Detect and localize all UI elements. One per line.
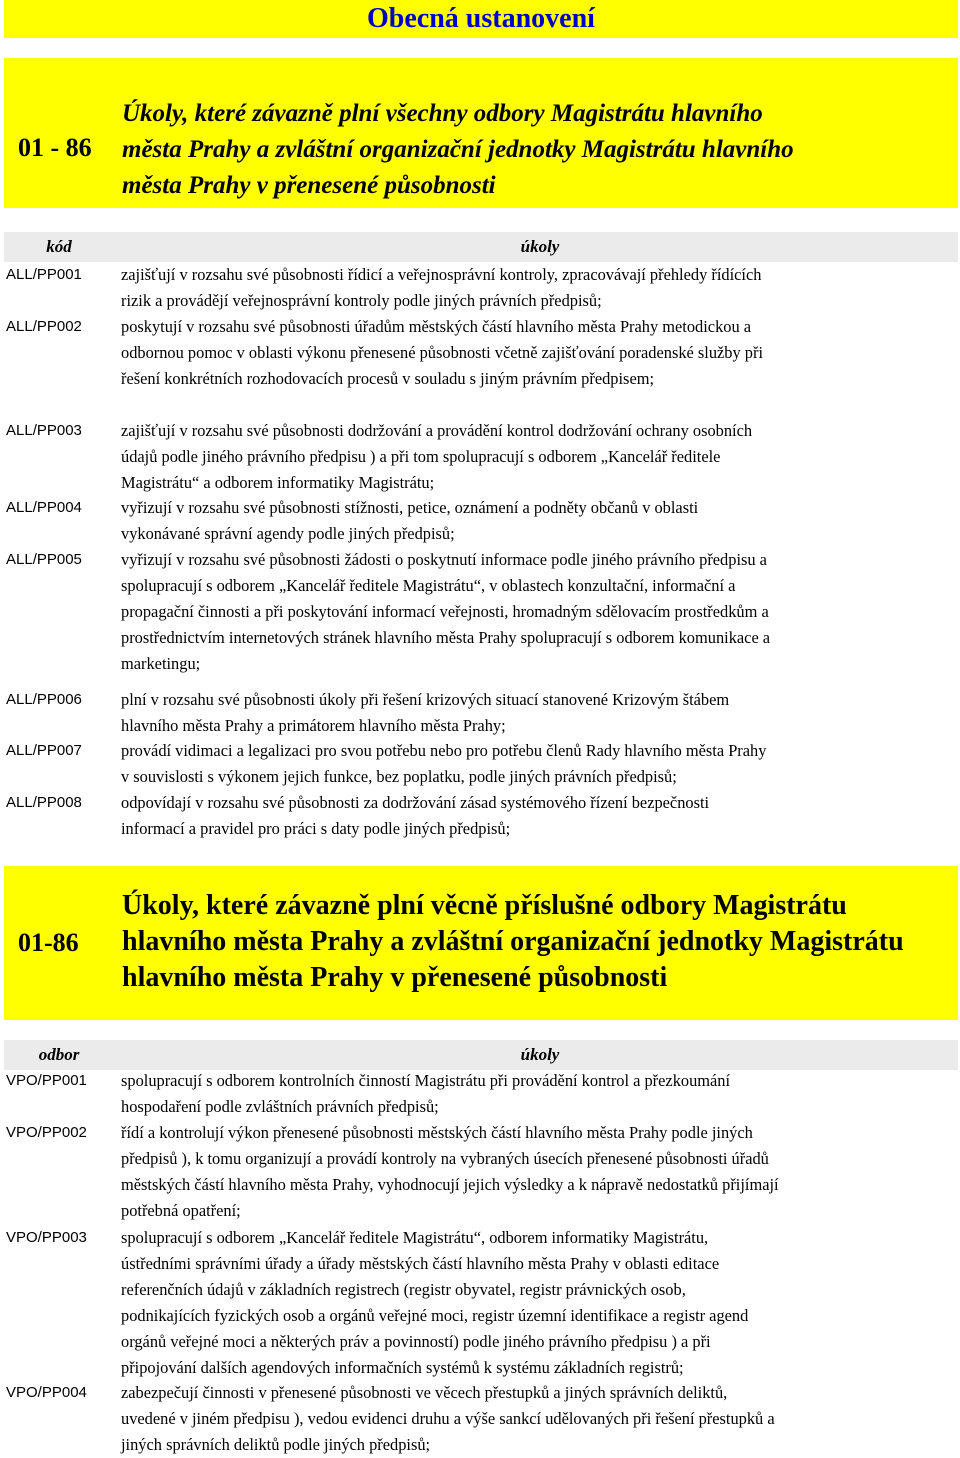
row-text-line: poskytují v rozsahu své působnosti úřadům městských částí hlavního města Prahy metodickou a <box>121 317 752 336</box>
column-header-department: odbor <box>38 1045 80 1064</box>
row-text <box>121 1120 957 1224</box>
section1-heading-line: Úkoly, které závazně plní všechny odbory Magistrátu hlavního <box>122 100 763 127</box>
section1-code: 01 - 86 <box>18 133 92 162</box>
row-text-line: odbornou pomoc v oblasti výkonu přenesené působnosti včetně zajišťování poradenské služby při <box>121 343 764 362</box>
section2-heading-line: Úkoly, které závazně plní věcně příslušné odbory Magistrátu <box>122 890 847 921</box>
row-code: ALL/PP003 <box>6 422 82 439</box>
row-text <box>121 495 957 547</box>
row-code: ALL/PP008 <box>6 794 82 811</box>
row-code: VPO/PP003 <box>6 1229 87 1246</box>
row-text-line: orgánů veřejné moci a některých práv a povinností) podle jiného právního předpisu ) a při <box>121 1332 711 1351</box>
row-text <box>121 1380 957 1458</box>
row-text-line: zajišťují v rozsahu své působnosti dodržování a provádění kontrol dodržování ochrany osobních <box>121 421 753 440</box>
section2-column-header <box>4 1040 958 1070</box>
row-text-line: zajišťují v rozsahu své působnosti řídicí a veřejnosprávní kontroly, zpracovávají přehledy řídících <box>121 265 762 284</box>
section1-column-header <box>4 232 958 262</box>
row-text-line: vyřizují v rozsahu své působnosti stížnosti, petice, oznámení a podněty občanů v oblasti <box>121 498 699 517</box>
page-title-band <box>4 0 958 38</box>
row-text-line: v souvislosti s výkonem jejich funkce, bez poplatku, podle jiných právních předpisů; <box>121 767 677 786</box>
row-code: VPO/PP004 <box>6 1384 87 1401</box>
row-text-line: propagační činnosti a při poskytování informací veřejnosti, hromadným sdělovacím prostředkům a <box>121 602 769 621</box>
row-text-line: vykonávané správní agendy podle jiných předpisů; <box>121 524 455 543</box>
row-text-line: spolupracují s odborem „Kancelář ředitele Magistrátu“, v oblastech konzultační, informační a <box>121 576 736 595</box>
row-code: VPO/PP002 <box>6 1124 87 1141</box>
row-text-line: hospodaření podle zvláštních právních předpisů; <box>121 1097 439 1116</box>
row-code: ALL/PP006 <box>6 691 82 708</box>
row-code: ALL/PP001 <box>6 266 82 283</box>
section2-heading-band <box>4 866 958 1020</box>
row-text-line: potřebná opatření; <box>121 1201 241 1220</box>
row-text-line: ústředními správními úřady a úřady městských částí hlavního města Prahy v oblasti editace <box>121 1254 720 1273</box>
section1-heading <box>122 96 952 204</box>
row-text-line: předpisů ), k tomu organizují a provádí kontroly na vybraných úsecích přenesené působnosti úřadů <box>121 1149 769 1168</box>
row-text <box>121 1225 957 1381</box>
row-code: ALL/PP004 <box>6 499 82 516</box>
row-text-line: plní v rozsahu své působnosti úkoly při řešení krizových situací stanovené Krizovým štábem <box>121 690 730 709</box>
row-code: ALL/PP005 <box>6 551 82 568</box>
row-text <box>121 418 957 496</box>
section1-heading-line: města Prahy a zvláštní organizační jednotky Magistrátu hlavního <box>122 136 794 163</box>
row-text-line: odpovídají v rozsahu své působnosti za dodržování zásad systémového řízení bezpečnosti <box>121 793 710 812</box>
row-text-line: řešení konkrétních rozhodovacích procesů v souladu s jiným právním předpisem; <box>121 369 655 388</box>
row-text-line: hlavního města Prahy a primátorem hlavního města Prahy; <box>121 716 506 735</box>
section2-heading-line: hlavního města Prahy a zvláštní organizační jednotky Magistrátu <box>122 926 904 957</box>
row-code: ALL/PP007 <box>6 742 82 759</box>
row-text-line: zabezpečují činnosti v přenesené působnosti ve věcech přestupků a jiných správních deliktů, <box>121 1383 728 1402</box>
row-text-line: marketingu; <box>121 654 201 673</box>
row-text-line: řídí a kontrolují výkon přenesené působnosti městských částí hlavního města Prahy podle jiných <box>121 1123 753 1142</box>
row-text-line: provádí vidimaci a legalizaci pro svou potřebu nebo pro potřebu členů Rady hlavního města Prahy <box>121 741 767 760</box>
row-text-line: referenčních údajů v základních registrech (registr obyvatel, registr právnických osob, <box>121 1280 686 1299</box>
row-text-line: uvedené v jiném předpisu ), vedou evidenci druhu a výše sankcí udělovaných při řešení přestupků a <box>121 1409 775 1428</box>
section2-heading-line: hlavního města Prahy v přenesené působnosti <box>122 962 668 993</box>
row-text-line: připojování dalších agendových informačních systémů k systému základních registrů; <box>121 1358 684 1377</box>
row-text-line: údajů podle jiného právního předpisu ) a při tom spolupracují s odborem „Kancelář ředitele <box>121 447 721 466</box>
row-code: VPO/PP001 <box>6 1072 87 1089</box>
row-text-line: vyřizují v rozsahu své působnosti žádosti o poskytnutí informace podle jiného právního předpisu a <box>121 550 767 569</box>
section1-heading-band <box>4 58 958 208</box>
row-text-line: informací a pravidel pro práci s daty podle jiných předpisů; <box>121 819 511 838</box>
row-text-line: prostřednictvím internetových stránek hlavního města Prahy spolupracují s odborem komunikace a <box>121 628 771 647</box>
row-text <box>121 262 957 314</box>
row-code: ALL/PP002 <box>6 318 82 335</box>
column-header-tasks: úkoly <box>520 237 560 256</box>
row-text <box>121 738 957 790</box>
row-text <box>121 790 957 842</box>
section2-heading <box>122 888 952 996</box>
row-text-line: rizik a provádějí veřejnosprávní kontroly podle jiných právních předpisů; <box>121 291 602 310</box>
row-text-line: spolupracují s odborem kontrolních činností Magistrátu při provádění kontrol a přezkoumání <box>121 1071 731 1090</box>
column-header-tasks: úkoly <box>520 1045 560 1064</box>
row-text-line: spolupracují s odborem „Kancelář ředitele Magistrátu“, odborem informatiky Magistrátu, <box>121 1228 709 1247</box>
row-text-line: Magistrátu“ a odborem informatiky Magistrátu; <box>121 473 435 492</box>
row-text-line: podnikajících fyzických osob a orgánů veřejné moci, registr územní identifikace a registr agend <box>121 1306 749 1325</box>
row-text <box>121 1068 957 1120</box>
row-text-line: městských částí hlavního města Prahy, vyhodnocují jejich výsledky a k nápravě nedostatků přijímají <box>121 1175 779 1194</box>
row-text <box>121 314 957 392</box>
row-text-line: jiných správních deliktů podle jiných předpisů; <box>121 1435 431 1454</box>
section2-code: 01-86 <box>18 928 79 957</box>
section1-heading-line: města Prahy v přenesené působnosti <box>122 172 496 199</box>
row-text <box>121 547 957 677</box>
page-title: Obecná ustanovení <box>367 3 595 34</box>
row-text <box>121 687 957 739</box>
column-header-code: kód <box>46 237 72 256</box>
